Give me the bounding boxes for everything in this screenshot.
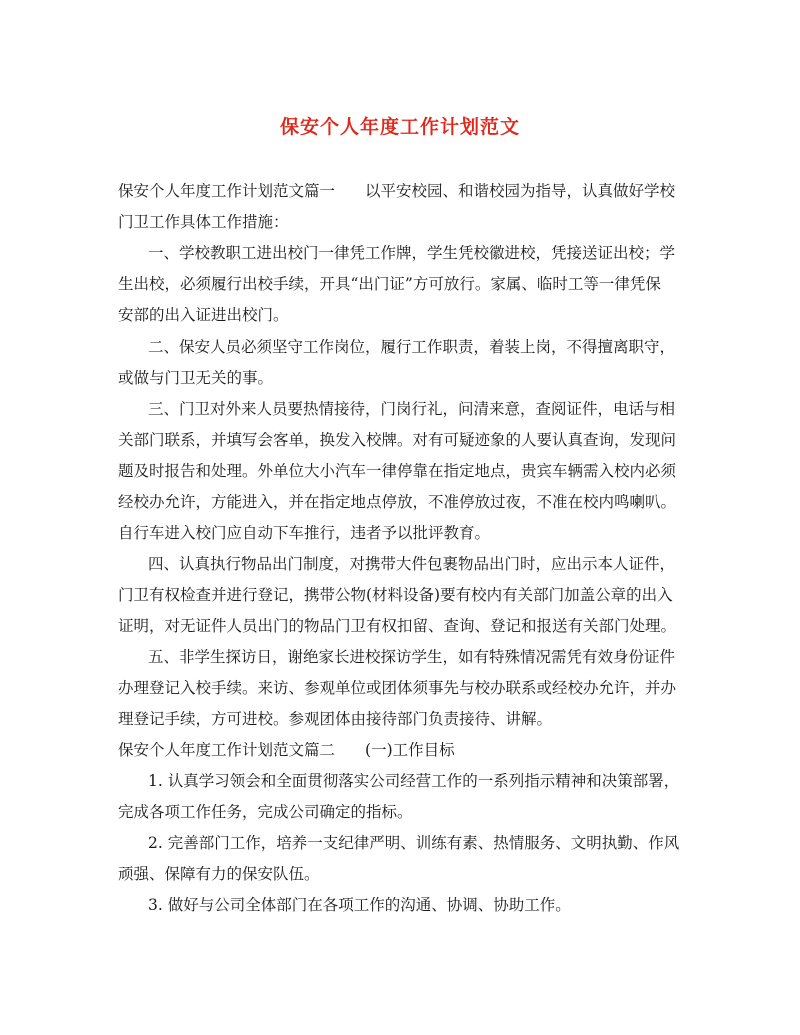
text-line: 四、认真执行物品出门制度，对携带大件包裹物品出门时，应出示本人证件， [148,555,676,573]
text-line: 1. 认真学习领会和全面贯彻落实公司经营工作的一系列指示精神和决策部署， [148,772,680,790]
text-line: 门卫有权检查并进行登记，携带公物(材料设备)要有校内有关部门加盖公章的出入 [118,586,673,604]
text-line: 五、非学生探访日，谢绝家长进校探访学生，如有特殊情况需凭有效身份证件 [148,648,676,666]
document-title: 保安个人年度工作计划范文 [279,116,520,138]
text-line: 自行车进入校门应自动下车推行，违者予以批评教育。 [118,524,491,542]
text-line: 办理登记入校手续。来访、参观单位或团体须事先与校办联系或经校办允许，并办 [118,679,677,697]
text-line: 安部的出入证进出校门。 [118,306,289,324]
text-line: 关部门联系，并填写会客单，换发入校牌。对有可疑迹象的人要认真查询，发现问 [118,431,677,449]
text-line: 生出校，必须履行出校手续，开具“出门证”方可放行。家属、临时工等一律凭保 [118,275,661,293]
text-line [118,739,455,761]
section-heading: 保安个人年度工作计划范文篇一 [118,182,336,200]
text-line: 门卫工作具体工作措施： [118,213,289,231]
section-heading: 保安个人年度工作计划范文篇二 [118,741,336,759]
text-line: 3. 做好与公司全体部门在各项工作的沟通、协调、协助工作。 [148,896,571,914]
text-line [118,180,675,202]
text-line: 三、门卫对外来人员要热情接待，门岗行礼，问清来意，查阅证件，电话与相 [148,400,676,418]
text-line: 经校办允许，方能进入，并在指定地点停放，不准停放过夜，不准在校内鸣喇叭。 [118,493,677,511]
text-line: 证明，对无证件人员出门的物品门卫有权扣留、查询、登记和报送有关部门处理。 [118,617,677,635]
text-fragment: 以平安校园、和谐校园为指导，认真做好学校 [365,182,676,200]
text-line: 二、保安人员必须坚守工作岗位，履行工作职责，着装上岗，不得擅离职守， [148,338,676,356]
text-line: 一、学校教职工进出校门一律凭工作牌，学生凭校徽进校，凭接送证出校；学 [148,244,676,262]
text-line: 题及时报告和处理。外单位大小汽车一律停靠在指定地点，贵宾车辆需入校内必须 [118,462,677,480]
text-line: 顽强、保障有力的保安队伍。 [118,865,320,883]
text-line: 理登记手续，方可进校。参观团体由接待部门负责接待、讲解。 [118,710,553,728]
text-line: 2. 完善部门工作，培养一支纪律严明、训练有素、热情服务、文明执勤、作风 [148,834,680,852]
subsection-heading: (一)工作目标 [365,741,455,759]
text-line: 或做与门卫无关的事。 [118,369,274,387]
text-line: 完成各项工作任务，完成公司确定的指标。 [118,803,413,821]
